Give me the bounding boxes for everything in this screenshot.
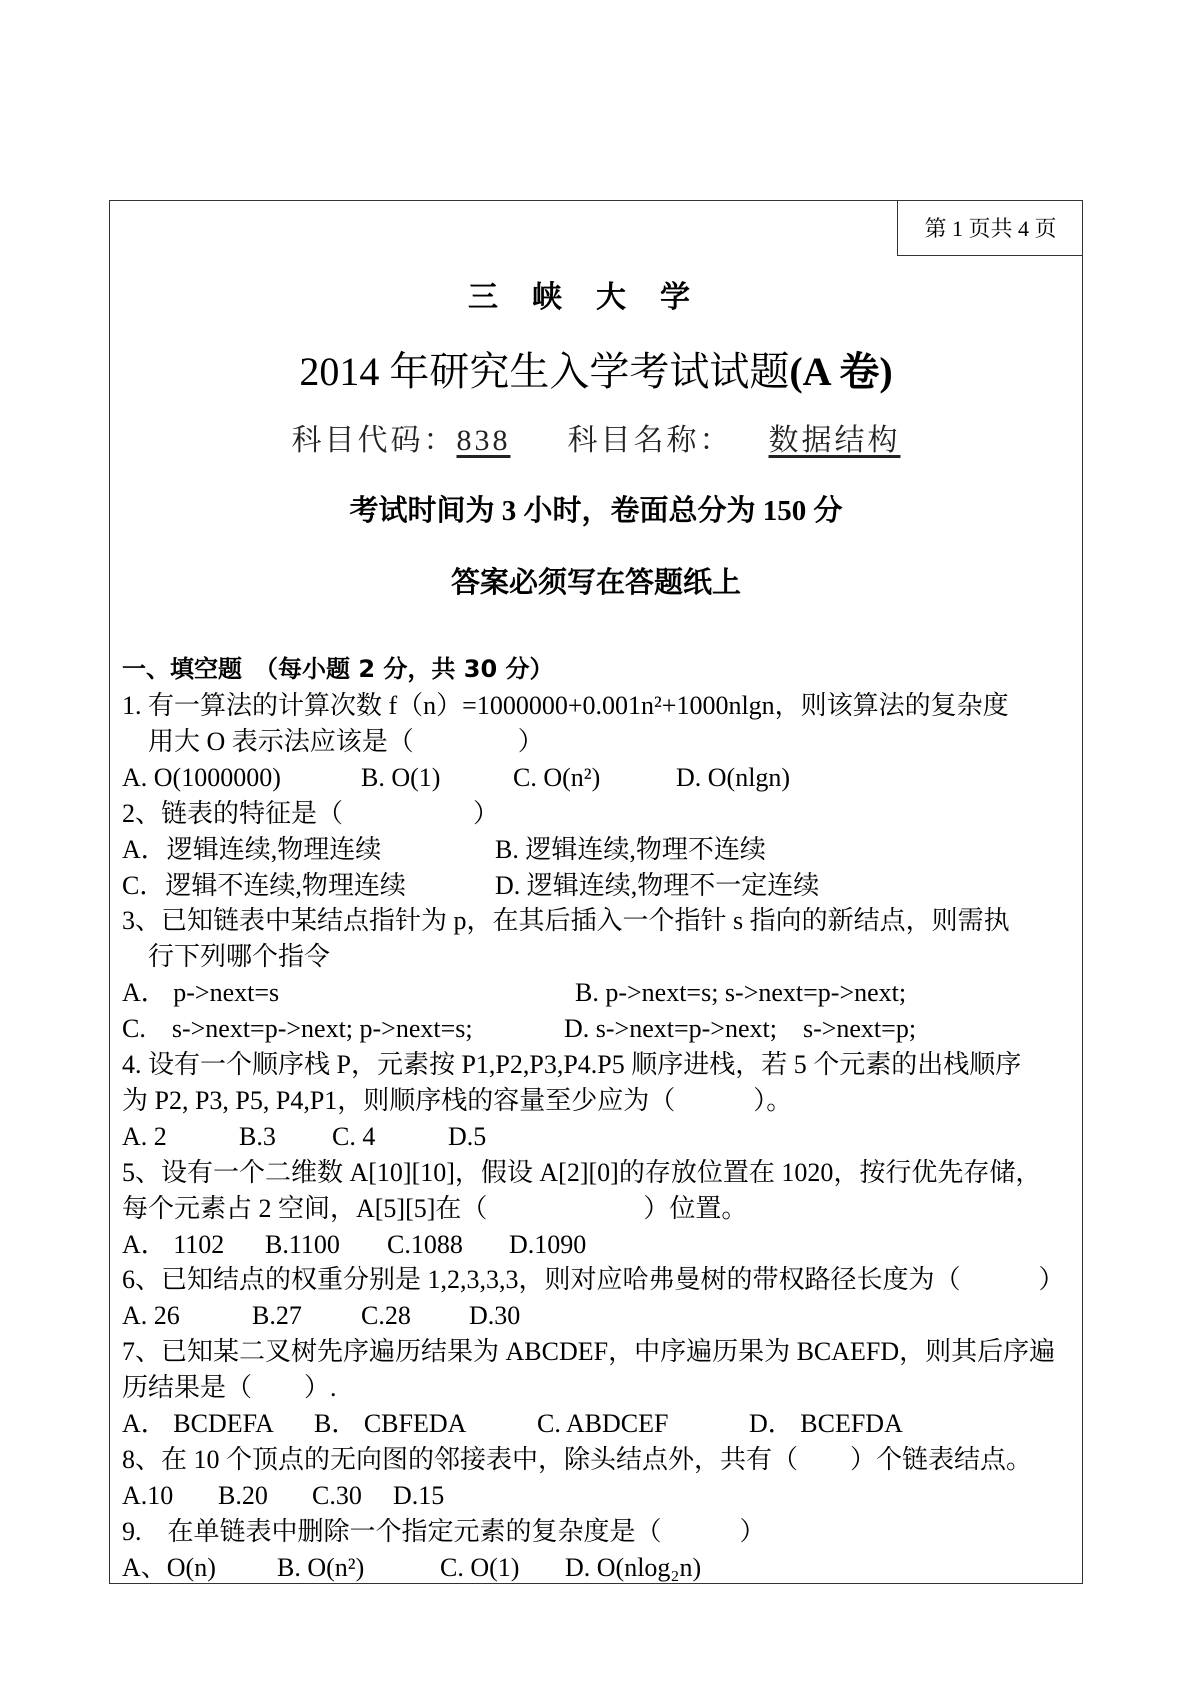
option-c: C. O(n²): [513, 762, 601, 792]
page-indicator: 第 1 页共 4 页: [897, 200, 1083, 256]
option-b: B. 逻辑连续,物理不连续: [495, 834, 766, 864]
option-a: C. s->next=p->next; p->next=s;: [122, 1014, 473, 1044]
option-d: D. O(nlog₂n): [565, 1552, 702, 1582]
option-b: D. 逻辑连续,物理不一定连续: [495, 870, 820, 900]
subject-code-label: 科目代码：: [291, 424, 457, 457]
option-b: D. s->next=p->next; s->next=p;: [564, 1014, 917, 1044]
question-text: 为 P2, P3, P5, P4,P1，则顺序栈的容量至少应为（ ）。: [122, 1085, 793, 1115]
option-c: C. O(1): [440, 1552, 520, 1582]
question-text: 每个元素占 2 空间，A[5][5]在（ ）位置。: [122, 1193, 748, 1223]
option-a: C．逻辑不连续,物理连续: [122, 870, 406, 900]
question-text: 2、链表的特征是（ ）: [122, 798, 500, 828]
option-d: D.15: [393, 1480, 445, 1510]
option-b: B. p->next=s; s->next=p->next;: [575, 978, 907, 1008]
option-a: A. 26: [122, 1301, 180, 1331]
question-text: 9. 在单链表中删除一个指定元素的复杂度是（ ）: [122, 1516, 766, 1546]
exam-title: [109, 340, 1083, 397]
option-b: B. O(1): [361, 762, 441, 792]
option-d: D.30: [469, 1301, 521, 1331]
option-b: B.3: [239, 1121, 276, 1151]
university-name: 三峡大学: [468, 280, 724, 315]
section-title: 一、填空题 （每小题 2 分，共 30 分）: [122, 655, 554, 683]
exam-info: 考试时间为 3 小时，卷面总分为 150 分: [349, 495, 843, 527]
option-b: B.1100: [265, 1229, 340, 1259]
option-a: A．逻辑连续,物理连续: [122, 834, 382, 864]
option-d: D． BCEFDA: [749, 1409, 903, 1438]
option-d: D.1090: [509, 1229, 587, 1259]
exam-title-prefix: 2014 年研究生入学考试试题: [299, 349, 790, 394]
option-a: A. 2: [122, 1121, 167, 1151]
question-text: 6、已知结点的权重分别是 1,2,3,3,3，则对应哈弗曼树的带权路径长度为（ ）: [122, 1265, 1065, 1295]
option-c: C.1088: [387, 1229, 463, 1259]
option-b: B. O(n²): [277, 1552, 365, 1582]
option-a: A． BCDEFA: [122, 1409, 274, 1438]
option-a: A.10: [122, 1480, 174, 1510]
option-c: C.28: [361, 1301, 411, 1331]
option-b: B.20: [218, 1480, 268, 1510]
option-c: C. ABDCEF: [537, 1409, 669, 1438]
option-b: B.27: [252, 1301, 302, 1331]
subject-code: 838: [456, 424, 511, 457]
option-c: C.30: [312, 1480, 362, 1510]
subject-line: [109, 415, 1083, 459]
question-text: 5、设有一个二维数 A[10][10]，假设 A[2][0]的存放位置在 1020，按行优先存储，: [122, 1157, 1042, 1187]
question-text: 3、已知链表中某结点指针为 p，在其后插入一个指针 s 指向的新结点，则需执: [122, 906, 1010, 936]
question-text: 历结果是（ ）.: [122, 1373, 337, 1403]
question-text: 8、在 10 个顶点的无向图的邻接表中，除头结点外，共有（ ）个链表结点。: [122, 1444, 1033, 1474]
option-a: A． p->next=s: [122, 978, 280, 1008]
question-text: 4. 设有一个顺序栈 P，元素按 P1,P2,P3,P4.P5 顺序进栈，若 5 个元素的出栈顺序: [122, 1050, 1022, 1079]
question-text: 用大 O 表示法应该是（ ）: [122, 726, 544, 756]
question-text: 行下列哪个指令: [122, 942, 331, 972]
option-c: C. 4: [332, 1121, 376, 1151]
subject-name: 数据结构: [768, 424, 901, 457]
answer-note: 答案必须写在答题纸上: [450, 567, 741, 599]
question-text: 7、已知某二叉树先序遍历结果为 ABCDEF，中序遍历果为 BCAEFD，则其后序遍: [122, 1337, 1056, 1367]
option-d: D.5: [448, 1121, 487, 1151]
option-a: A. O(1000000): [122, 762, 281, 792]
subject-name-label: 科目名称：: [567, 424, 733, 457]
question-text: 1. 有一算法的计算次数 f（n）=1000000+0.001n²+1000nlgn，则该算法的复杂度: [122, 691, 1009, 720]
option-b: B． CBFEDA: [314, 1409, 467, 1438]
exam-title-suffix: (A 卷): [789, 349, 893, 394]
option-a: A、O(n): [122, 1552, 216, 1582]
option-d: D. O(nlgn): [676, 762, 791, 792]
option-a: A． 1102: [122, 1229, 225, 1259]
